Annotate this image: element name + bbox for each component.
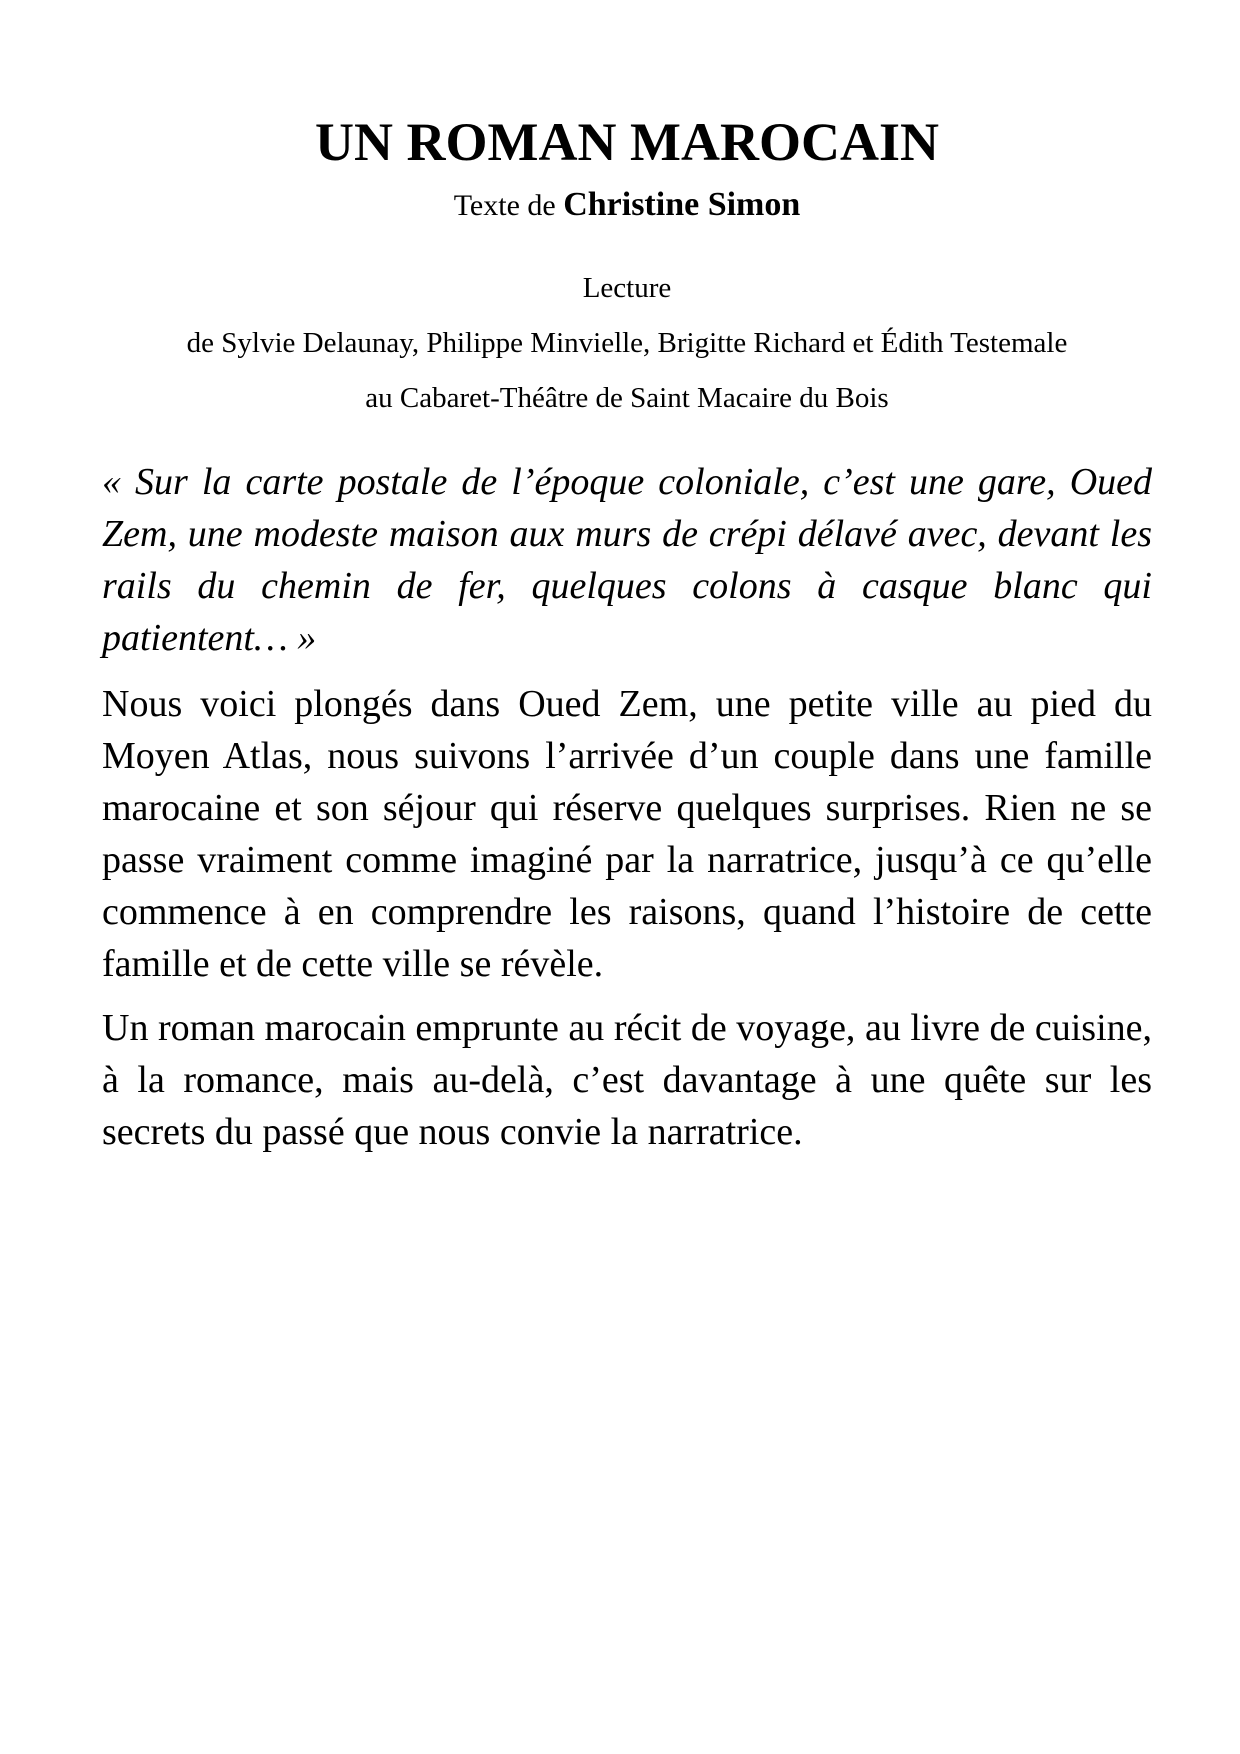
- byline-prefix: Texte de: [453, 189, 556, 222]
- byline: [102, 184, 1152, 227]
- document-title: UN ROMAN MAROCAIN: [315, 112, 939, 172]
- reading-venue: au Cabaret-Théâtre de Saint Macaire du Bois: [365, 382, 889, 414]
- summary-paragraph: Nous voici plongés dans Oued Zem, une petite ville au pied du Moyen Atlas, nous suivons l’arrivée d’un couple dans une famille marocaine et son séjour qui réserve quelques surprises. Rien ne se passe vraiment comme imaginé par la narratrice, jusqu’à ce qu’elle commence à en comprendre les raisons, quand l’histoire de cette famille et de cette ville se révèle.: [102, 683, 1152, 985]
- reading-readers: de Sylvie Delaunay, Philippe Minvielle, Brigitte Richard et Édith Testemale: [186, 327, 1068, 359]
- reading-label: Lecture: [582, 272, 672, 304]
- closing-paragraph: Un roman marocain emprunte au récit de voyage, au livre de cuisine, à la romance, mais au-delà, c’est davantage à une quête sur les secrets du passé que nous convie la narratrice.: [102, 1007, 1152, 1153]
- reading-info: [102, 261, 1152, 426]
- author-name: Christine Simon: [563, 186, 801, 223]
- opening-quote: « Sur la carte postale de l’époque coloniale, c’est une gare, Oued Zem, une modeste maison aux murs de crépi délavé avec, devant les rails du chemin de fer, quelques colons à casque blanc qui patientent… »: [102, 461, 1152, 659]
